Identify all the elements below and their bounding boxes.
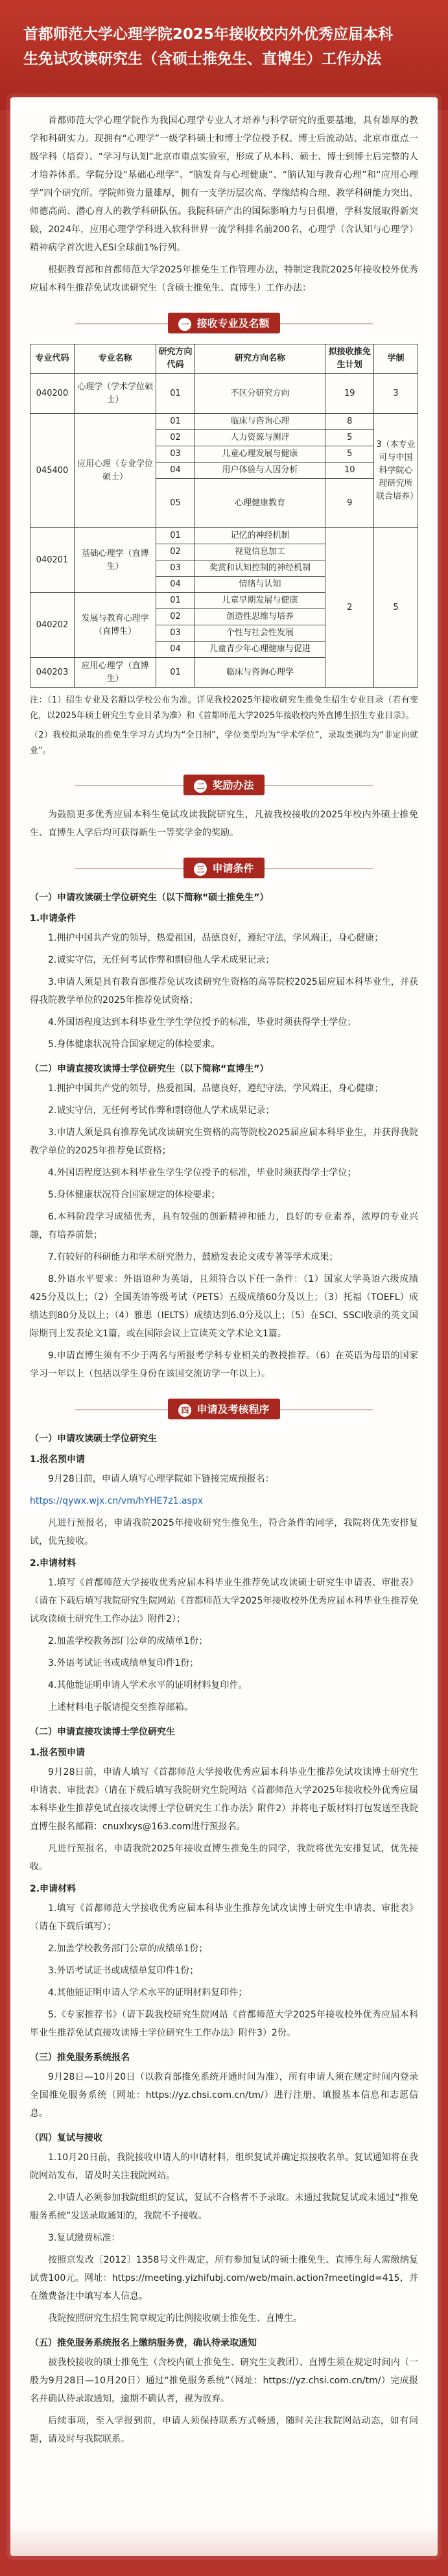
- list-item: 4.外国语程度达到本科毕业生学生学位授予的标准，毕业时须获得学士学位；: [48, 1168, 357, 1178]
- cell-dir-code: 02: [156, 544, 195, 560]
- section-badge: [168, 1399, 279, 1419]
- subheading: （一）申请攻读硕士学位研究生（以下简称“硕士推免生”）: [30, 893, 269, 903]
- paragraph: 1.10月20日前，我院接收申请人的申请材料，组织复试并确定拟接收名单。复试通知将在我院网站发布，请及时关注我院网站。: [30, 2152, 418, 2181]
- cell-dir-name: 心理健康教育: [195, 479, 325, 528]
- prereg-link[interactable]: https://qywx.wjx.cn/vm/hYHE7z1.aspx: [30, 1496, 203, 1506]
- cell-dir-code: 03: [156, 560, 195, 577]
- list-item: 4.外国语程度达到本科毕业生学生学位授予的标准，毕业时须获得学士学位；: [48, 1017, 357, 1028]
- list-item: 上述材料电子版请提交至推荐邮箱。: [48, 1702, 193, 1713]
- col-header: 专业名称: [75, 344, 156, 374]
- cell-code: 040203: [30, 658, 75, 688]
- list-item: 6.本科阶段学习成绩优秀，具有较强的创新精神和能力，良好的专业素养，浓厚的专业兴趣，有培养前景；: [30, 1212, 418, 1240]
- paragraph: 后续事项，至入学报到前，申请人须保持联系方式畅通，随时关注我院网站动态，如有问题，请及时与我院联系。: [30, 2416, 418, 2444]
- paragraph: 被我校接收的硕士推免生（含校内硕士推免生、研究生支教团）、直博生须在规定时间内（一般为9月28日—10月20日）通过“推免服务系统”（网址：https://yz.chsi.com.cn/tm/）完成报名并确认待录取通知，逾期不确认者，视为放弃。: [30, 2357, 418, 2404]
- cell-dir-code: 04: [156, 577, 195, 593]
- list-item: 4.其他能证明申请人学术水平的证明材料复印件。: [48, 1680, 248, 1691]
- list-item: 7.有较好的科研能力和学术研究潜力，鼓励发表论文或专著等学术成果；: [48, 1252, 338, 1262]
- table-row: [30, 414, 418, 430]
- section-heading-reward: [30, 775, 418, 797]
- cell-code: 040201: [30, 528, 75, 593]
- cell-code: 040202: [30, 593, 75, 658]
- cell-dir-name: 儿童心理发展与健康: [195, 446, 325, 463]
- subheading: 2.申请材料: [30, 1884, 77, 1894]
- list-item: 3.申请人须是具有推荐免试攻读研究生资格的高等院校2025届应届本科毕业生，并获得我院教学单位的2025年推荐免试资格；: [30, 1127, 418, 1156]
- cell-dir-code: 04: [156, 642, 195, 658]
- cell-dir-name: 个性与社会性发展: [195, 625, 325, 642]
- cell-dir-name: 记忆的神经机制: [195, 528, 325, 544]
- cell-dir-code: 01: [156, 414, 195, 430]
- page-title-line-1: 首都师范大学心理学院2025年接收校内外优秀应届本科: [23, 26, 394, 43]
- cell-dir-code: 03: [156, 625, 195, 642]
- cell-dir-name: 临床与咨询心理: [195, 414, 325, 430]
- section-heading-conditions: [30, 858, 418, 880]
- cell-plan: 9: [325, 479, 373, 528]
- table-row: [30, 374, 418, 414]
- cell-dir-code: 05: [156, 479, 195, 528]
- table-note: 注：（1）招生专业及名额以学校公布为准。详见我校2025年接收研究生推免生招生专业目录（若有变化，以2025年硕士研究生专业目录为准）和《首都师范大学2025年接收校内外直博生招生专业目录》。: [30, 695, 418, 721]
- paragraph: 3.复试缴费标准：: [48, 2233, 121, 2243]
- table-row: [30, 528, 418, 544]
- cell-years: 3（本专业可与中国科学院心理研究所联合培养）: [373, 414, 418, 528]
- cell-major: 发展与教育心理学（直博生）: [75, 593, 156, 658]
- subheading: 1.报名预申请: [30, 1454, 86, 1465]
- footer-decoration: [10, 2523, 438, 2556]
- cell-dir-name: 视觉信息加工: [195, 544, 325, 560]
- cell-code: 045400: [30, 414, 75, 528]
- section-number: 三: [194, 863, 207, 876]
- col-header: 拟接收推免生计划: [325, 344, 373, 374]
- cell-major: 基础心理学（直博生）: [75, 528, 156, 593]
- list-item: 1.拥护中国共产党的领导，热爱祖国，品德良好，遵纪守法，学风端正，身心健康；: [48, 1083, 384, 1094]
- list-item: 8.外语水平要求：外语语种为英语，且须符合以下任一条件：（1）国家大学英语六级成绩425分及以上；（2）全国英语等级考试（PETS）五级成绩60分及以上；（3）托福（TOEFL）成绩达到80分及以上；（4）雅思（IELTS）成绩达到6.0分及以上；（5）在SCI、SSCI收录的英文国际期刊上发表论文1篇，或在国际会议上宣读英文学术论文1篇。: [30, 1274, 418, 1339]
- page-title: [23, 22, 425, 71]
- subheading: （三）推免服务系统报名: [30, 2052, 130, 2063]
- list-item: 2.加盖学校教务部门公章的成绩单1份；: [48, 1944, 208, 1954]
- subheading: （一）申请攻读硕士学位研究生: [30, 1434, 157, 1444]
- cell-plan: 5: [325, 446, 373, 463]
- subheading: （二）申请直接攻读博士学位研究生: [30, 1727, 175, 1737]
- cell-dir-name: 儿童早期发展与健康: [195, 593, 325, 609]
- list-item: 5.《专家推荐书》（请下载我校研究生院网站《首都师范大学2025年接收校外优秀应届本科毕业生推荐免试直接攻读博士学位研究生工作办法》附件3）2份。: [30, 2010, 418, 2038]
- subheading: （四）复试与接收: [30, 2133, 102, 2143]
- cell-dir-code: 01: [156, 658, 195, 688]
- cell-plan: 8: [325, 414, 373, 430]
- section-number: 四: [178, 1404, 191, 1417]
- cell-dir-code: 02: [156, 430, 195, 446]
- cell-dir-name: 用户体验与人因分析: [195, 463, 325, 479]
- cell-plan-phd: 2: [325, 528, 373, 688]
- majors-table: [30, 344, 418, 688]
- list-item: 4.其他能证明申请人学术水平的证明材料复印件；: [48, 1988, 248, 1998]
- list-item: 1.填写《首都师范大学接收优秀应届本科毕业生推荐免试攻读博士研究生申请表、审批表》（请在下载后填写）；: [30, 1903, 418, 1932]
- cell-dir-name: 人力资源与测评: [195, 430, 325, 446]
- section-label: 申请及考核程序: [196, 1403, 270, 1415]
- page-title-line-2: 生免试攻读研究生（含硕士推免生、直博生）工作办法: [23, 51, 381, 67]
- paragraph: 9月28日—10月20日（以教育部推免系统开通时间为准），所有申请人须在规定时间内登录全国推免服务系统（网址：https://yz.chsi.com.cn/tm/）进行注册、填报基本信息和志愿信息。: [30, 2072, 418, 2119]
- col-header: 研究方向代码: [156, 344, 195, 374]
- paragraph: 按照京发改〔2012〕1358号文件规定，所有参加复试的硕士推免生、直博生每人需缴纳复试费100元。网址：https://meeting.yizhifubj.com/web/main.action?meetingId=415，并在缴费备注中填写本人信息。: [30, 2255, 418, 2302]
- cell-dir-name: 情绪与认知: [195, 577, 325, 593]
- cell-dir-code: 01: [156, 593, 195, 609]
- col-header: 专业代码: [30, 344, 75, 374]
- intro-paragraph-2: 根据教育部和首都师范大学2025年推免生工作管理办法，特制定我院2025年接收校外优秀应届本科生推荐免试攻读研究生（含硕士推免生、直博生）工作办法：: [30, 265, 418, 293]
- subheading: 1.申请条件: [30, 913, 77, 924]
- section-label: 申请条件: [212, 862, 254, 874]
- section-badge: [183, 775, 264, 795]
- cell-major: 应用心理（专业学位硕士）: [75, 414, 156, 528]
- list-item: 5.身体健康状况符合国家规定的体检要求；: [48, 1190, 220, 1200]
- cell-dir-name: 不区分研究方向: [195, 374, 325, 414]
- cell-major: 心理学（学术学位硕士）: [75, 374, 156, 414]
- list-item: 3.外语考试证书或成绩单复印件1份；: [48, 1966, 199, 1976]
- intro-paragraph: 首都师范大学心理学院作为我国心理学专业人才培养与科学研究的重要基地，具有雄厚的教学和科研实力。现拥有“心理学”一级学科硕士和博士学位授予权、博士后流动站、北京市重点一级学科（培育）、“学习与认知”北京市重点实验室，形成了从本科、硕士、博士到博士后完整的人才培养体系。学院分设“基础心理学”、“脑发育与心理健康”、“脑认知与教育心理”和“应用心理学”四个研究所。学院师资力量雄厚，拥有一支学历层次高、学缘结构合理、教学科研能力突出、师德高尚、潜心育人的教学科研队伍。我院科研产出的国际影响力与日俱增，学科发展取得新突破，2024年，应用心理学学科进入软科世界一流学科排名前200名，心理学（含认知与心理学）精神病学首次进入ESI全球前1%行列。: [30, 115, 418, 253]
- subheading: （五）推免服务系统报名上缴纳服务费，确认待录取通知: [30, 2338, 257, 2348]
- cell-major: 应用心理学（直博生）: [75, 658, 156, 688]
- list-item: 9.申请直博生须有不少于两名与所报考学科专业相关的教授推荐。（6）在英语为母语的国家学习一年以上（包括以学生身份在该国交流访学一年以上）。: [30, 1351, 418, 1379]
- paragraph: 9月28日前，申请人填写心理学院如下链接完成预报名：: [48, 1474, 274, 1484]
- paragraph: 凡进行预报名，申请我院2025年接收研究生推免生，符合条件的同学，我院将优先安排复试，优先接收。: [30, 1518, 418, 1547]
- cell-dir-name: 奖赏和认知控制的神经机制: [195, 560, 325, 577]
- subheading: 1.报名预申请: [30, 1748, 86, 1758]
- paragraph: 9月28日前，申请人填写《首都师范大学接收优秀应届本科毕业生推荐免试攻读博士研究生申请表、审批表》（请在下载后填写我院研究生院网站《首都师范大学2025年接收校外优秀应届本科毕业生推荐免试直接攻读博士学位研究生工作办法》附件2）并将电子版材料打包发送至我院直博生报名邮箱：cnuxlxys@163.com进行预报名。: [30, 1767, 418, 1832]
- list-item: 2.诚实守信，无任何考试作弊和剽窃他人学术成果记录；: [48, 955, 275, 965]
- list-item: 1.拥护中国共产党的领导，热爱祖国，品德良好，遵纪守法，学风端正，身心健康；: [48, 933, 384, 943]
- cell-dir-code: 03: [156, 446, 195, 463]
- table-header-row: [30, 344, 418, 374]
- cell-code: 040200: [30, 374, 75, 414]
- cell-plan: 10: [325, 463, 373, 479]
- section-heading-procedure: [30, 1399, 418, 1421]
- article-body: [10, 97, 438, 2448]
- col-header: 学制: [373, 344, 418, 374]
- list-item: 2.诚实守信，无任何考试作弊和剽窃他人学术成果记录；: [48, 1105, 275, 1116]
- cell-years: 3: [373, 374, 418, 414]
- cell-dir-code: 01: [156, 374, 195, 414]
- paragraph: 2.申请人必须参加我院组织的复试，复试不合格者不予录取。未通过我院复试或未通过“推免服务系统”发送录取通知的，我院不予接收。: [30, 2193, 418, 2221]
- cell-dir-name: 创造性思维与培养: [195, 609, 325, 625]
- list-item: 3.申请人须是具有教育部推荐免试攻读研究生资格的高等院校2025届应届本科毕业生，并获得我院教学单位的2025年推荐免试资格；: [30, 977, 418, 1005]
- section-heading-majors: [30, 313, 418, 335]
- section-label: 奖励办法: [212, 779, 254, 791]
- cell-plan: 5: [325, 430, 373, 446]
- paragraph: 凡进行预报名，申请我院2025年接收直博生推免生的同学，我院将优先安排复试，优先接收。: [30, 1844, 418, 1872]
- subheading: 2.申请材料: [30, 1558, 77, 1569]
- section-badge: [183, 858, 264, 878]
- list-item: 2.加盖学校教务部门公章的成绩单1份；: [48, 1636, 208, 1646]
- header-banner: [0, 0, 448, 110]
- content-card: [10, 97, 438, 2556]
- section-number: 二: [194, 780, 207, 793]
- section-label: 接收专业及名额: [196, 317, 270, 330]
- cell-dir-code: 01: [156, 528, 195, 544]
- cell-dir-name: 临床与咨询心理学: [195, 658, 325, 688]
- paragraph: 我院按照研究生招生简章规定的比例接收硕士推免生、直博生。: [48, 2313, 302, 2324]
- cell-years-phd: 5: [373, 528, 418, 688]
- list-item: 5.身体健康状况符合国家规定的体检要求。: [48, 1039, 220, 1050]
- list-item: 1.填写《首都师范大学接收优秀应届本科毕业生推荐免试攻读硕士研究生申请表、审批表》（请在下载后填写我院研究生院网站《首都师范大学2025年接收校外优秀应届本科毕业生推荐免试攻读硕士研究生工作办法》附件2）；: [30, 1578, 418, 1624]
- table-note: （2）我校拟录取的推免生学习方式均为“全日制”，学位类型均为“学术学位”，录取类别均为“非定向就业”。: [30, 730, 418, 756]
- reward-paragraph: 为鼓励更多优秀应届本科生免试攻读我院研究生，凡被我校接收的2025年校内外硕士推免生、直博生入学后均可获得新生一等奖学金的奖励。: [30, 810, 418, 838]
- list-item: 3.外语考试证书或成绩单复印件1份；: [48, 1658, 199, 1668]
- cell-dir-name: 儿童青少年心理健康与促进: [195, 642, 325, 658]
- col-header: 研究方向名称: [195, 344, 325, 374]
- cell-dir-code: 04: [156, 463, 195, 479]
- section-badge: [168, 313, 279, 333]
- cell-dir-code: 02: [156, 609, 195, 625]
- section-number: 一: [178, 318, 191, 331]
- subheading: （二）申请直接攻读博士学位研究生（以下简称“直博生”）: [30, 1064, 269, 1074]
- cell-plan: 19: [325, 374, 373, 414]
